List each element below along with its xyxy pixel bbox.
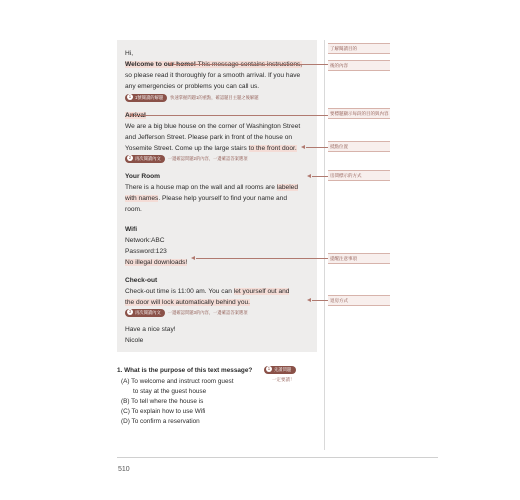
side-note-location: 抵點位置 — [328, 141, 390, 152]
wifi-password: Password:123 — [125, 248, 167, 255]
tag-3-label: 再次閱讀內文 — [135, 310, 161, 315]
leader-line-1 — [173, 64, 328, 65]
checkout-highlight-2: the door will lock automatically behind you. — [125, 299, 250, 306]
room-line-2: with names. Please help yourself to find your name and — [125, 195, 288, 202]
arrival-line-2: and Jefferson Street. Please park in front of the house on — [125, 134, 293, 141]
arrival-line-1: We are a big blue house on the corner of Washington Street — [125, 123, 301, 130]
tag-1-desc: 快速掌握問題1的重點，確認題目主題之後解題 — [170, 95, 259, 100]
tag-3-number: 3 — [128, 309, 132, 314]
arrow-1 — [168, 62, 172, 66]
side-note-warning: 提醒注意事項 — [328, 253, 390, 264]
tag-2-label: 再次閱讀內文 — [135, 156, 161, 161]
hint-subtext: 一定要讀！ — [272, 377, 295, 382]
welcome-bold: Welcome to our home! — [125, 61, 196, 68]
tag-2-number: 2 — [128, 155, 132, 160]
leader-line-2 — [134, 115, 328, 116]
greeting: Hi, — [125, 50, 134, 57]
side-note-after: 後的內容 — [328, 60, 390, 71]
arrow-4 — [307, 174, 311, 178]
margin-divider — [324, 40, 325, 450]
checkout-heading: Check-out — [125, 277, 158, 284]
welcome-highlight: This message contains instructions, — [195, 61, 303, 68]
checkout-line-1: Check-out time is 11:00 am. You can let yourself out and — [125, 288, 290, 295]
checkout-line-2 — [125, 297, 250, 308]
arrow-2 — [129, 113, 133, 117]
leader-line-6 — [312, 300, 328, 301]
arrival-highlight: to the front door. — [248, 145, 297, 152]
tag-2 — [125, 155, 248, 163]
question-stem: 1. What is the purpose of this text message? — [117, 367, 253, 374]
intro-line-3: any emergencies or problems you can call us. — [125, 83, 260, 90]
hint-label: 先讀問題 — [274, 367, 292, 372]
checkout-highlight-1: let yourself out and — [233, 288, 290, 295]
signature: Nicole — [125, 337, 144, 344]
arrow-6 — [307, 298, 311, 302]
option-d: (D) To confirm a reservation — [121, 418, 200, 425]
tag-3-desc: 一邊確認問題3的內容，一邊確認答案選項 — [167, 310, 248, 315]
closing: Have a nice stay! — [125, 326, 176, 333]
option-a-cont: to stay at the guest house — [133, 388, 207, 395]
leader-line-3 — [306, 147, 328, 148]
tag-1-label: 1號閱讀的解題 — [135, 95, 164, 100]
room-line-1: There is a house map on the wall and all rooms are labeled — [125, 184, 299, 191]
tag-2-desc: 一邊確認問題2的內容，一邊確認答案選項 — [167, 156, 248, 161]
arrow-5 — [191, 256, 195, 260]
leader-line-5 — [196, 258, 328, 259]
hint-badge — [264, 366, 296, 374]
leader-line-4 — [312, 176, 328, 177]
arrival-line-3: Yosemite Street. Come up the large stairs to the front door. — [125, 145, 297, 152]
tag-1-number: 1 — [128, 94, 132, 99]
option-b: (B) To tell where the house is — [121, 398, 204, 405]
tag-1 — [125, 94, 259, 102]
side-note-labels: 房間標示的方式 — [328, 170, 390, 181]
wifi-heading: Wifi — [125, 226, 138, 233]
side-note-checkout: 退房方式 — [328, 295, 390, 306]
wifi-network: Network:ABC — [125, 237, 165, 244]
arrow-3 — [301, 145, 305, 149]
option-c: (C) To explain how to use Wifi — [121, 408, 206, 415]
room-highlight-2: with names — [125, 195, 159, 202]
room-heading: Your Room — [125, 173, 161, 180]
option-a: (A) To welcome and instruct room guest — [121, 378, 234, 385]
side-note-purpose: 了解閱讀目的 — [328, 43, 390, 54]
side-note-headings: 要標題顯示每段的目的與內容 — [328, 108, 390, 119]
wifi-warning: No illegal downloads! — [125, 259, 188, 266]
hint-number: 1 — [267, 366, 271, 371]
intro-line-2: so please read it thoroughly for a smooth arrival. If you have — [125, 72, 301, 79]
room-line-3: room. — [125, 206, 142, 213]
room-highlight-1: labeled — [276, 184, 299, 191]
footer-rule — [117, 457, 438, 458]
tag-3 — [125, 309, 248, 317]
arrival-heading: Arrival — [125, 112, 146, 119]
page-number: 510 — [118, 466, 130, 473]
